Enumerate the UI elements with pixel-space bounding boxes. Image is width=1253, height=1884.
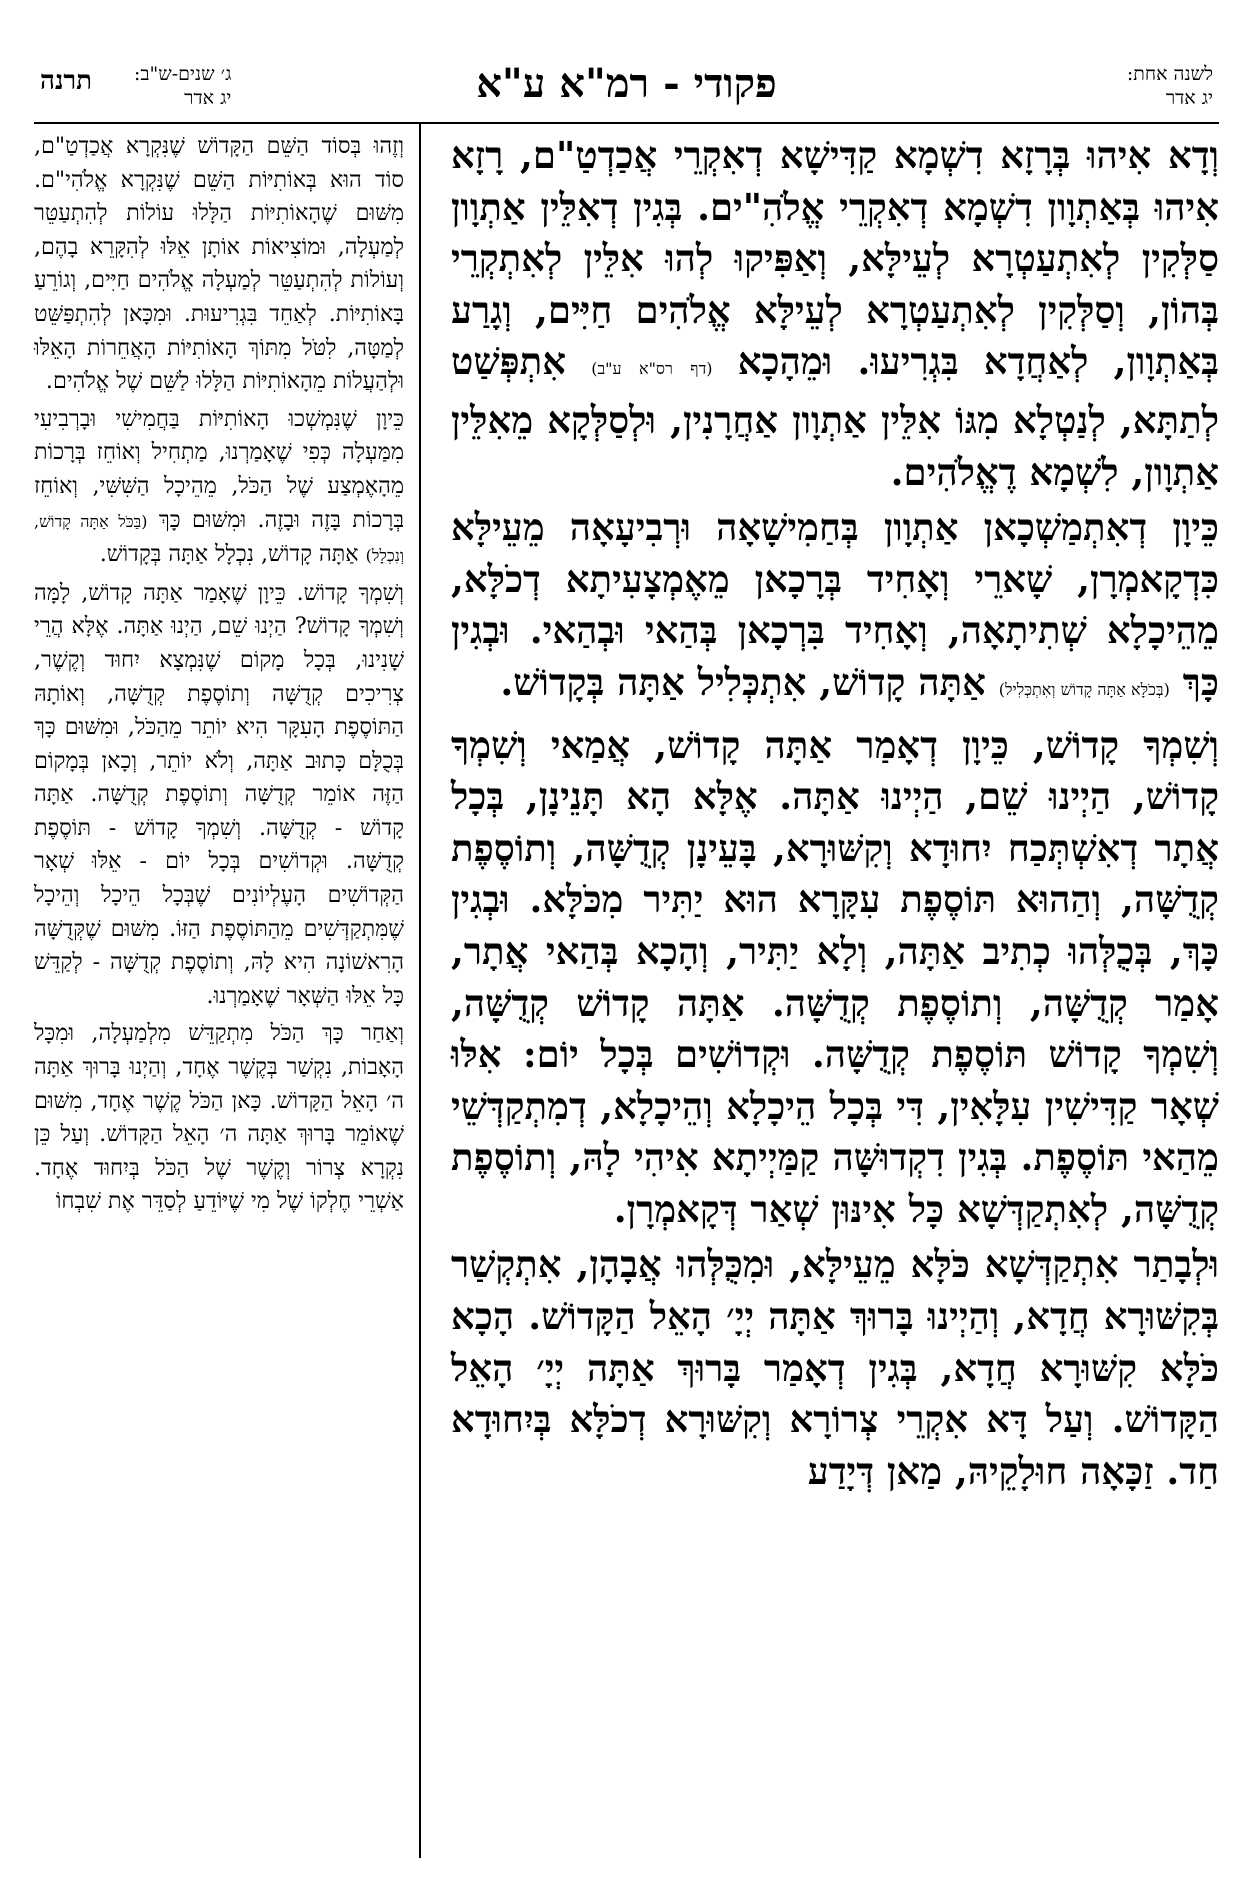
main-paragraph-2-note: (בְּכֹלָּא אַתָּה קָדוֹשׁ וְאִתְכְּלִיל) — [998, 679, 1170, 699]
column-divider — [419, 124, 421, 1858]
header-left-block — [134, 62, 231, 110]
side-paragraph-3: וְשִׁמְךָ קָדוֹשׁ. כֵּיוָן שֶׁאָמַר אַתָּה קָדוֹשׁ, לָמָּה וְשִׁמְךָ קָדוֹשׁ? הַיְנוּ שֵׁם, הַיְנוּ אַתָּה. אֶלָּא הֲרֵי שָׁנִינוּ, בְּכָל מָקוֹם שֶׁנִּמְצָא יִחוּד וְקֶשֶׁר, צְרִיכִים קְדֻשָּׁה וְתוֹסֶפֶת קְדֻשָּׁה, וְאוֹתָהּ הַתּוֹסֶפֶת הָעִקָּר הִיא יוֹתֵר מֵהַכֹּל, וּמִשּׁוּם כָּךְ בְּכֻלָּם כָּתוּב אַתָּה, וְלֹא יוֹתֵר, וְכָאן בְּמָקוֹם הַזֶּה אוֹמֵר קְדֻשָּׁה וְתוֹסֶפֶת קְדֻשָּׁה. אַתָּה קָדוֹשׁ - קְדֻשָּׁה. וְשִׁמְךָ קָדוֹשׁ - תּוֹסֶפֶת קְדֻשָּׁה. וּקְדוֹשִׁים בְּכָל יוֹם - אֵלּוּ שְׁאָר הַקְּדוֹשִׁים הָעֶלְיוֹנִים שֶׁבְּכָל הֵיכָל וְהֵיכָל שֶׁמִּתְקַדְּשִׁים מֵהַתּוֹסֶפֶת הַזּוֹ. מִשּׁוּם שֶׁקְּדֻשָּׁה הָרִאשׁוֹנָה הִיא לָהּ, וְתוֹסֶפֶת קְדֻשָּׁה - לְקַדֵּשׁ כָּל אֵלּוּ הַשְּׁאָר שֶׁאָמַרְנוּ. — [34, 579, 404, 1009]
document-page — [34, 58, 1219, 1858]
page-number: תרנה — [40, 66, 93, 96]
main-paragraph-3: וְשִׁמְךָ קָדוֹשׁ, כֵּיוָן דְאָמַר אַתָּה קָדוֹשׁ, אֲמַאי וְשִׁמְךָ קָדוֹשׁ, הַיְינוּ שֵׁם, הַיְינוּ אַתָּה. אֶלָּא הָא תָּנֵינָן, בְּכָל אֲתָר דְאִשְׁתְּכַח יִחוּדָא וְקִשּׁוּרָא, בָּעֵינָן קְדֻשָּׁה, וְתוֹסֶפֶת קְדֻשָּׁה, וְהַהוּא תּוֹסֶפֶת עִקָּרָא הוּא יַתִּיר מִכֹּלָּא. וּבְגִין כָּךְ, בְּכֻלְּהוּ כְתִיב אַתָּה, וְלָא יַתִּיר, וְהָכָא בְּהַאי אֲתָר, אָמַר קְדֻשָּׁה, וְתוֹסֶפֶת קְדֻשָּׁה. אַתָּה קָדוֹשׁ קְדֻשָּׁה, וְשִׁמְךָ קָדוֹשׁ תּוֹסֶפֶת קְדֻשָּׁה. וּקְדוֹשִׁים בְּכָל יוֹם: אִלּוּ שְׁאָר קַדִּישִׁין עִלָּאִין, דִּי בְּכָל הֵיכָלָא וְהֵיכָלָא, דְמִתְקַדְּשֵׁי מֵהַאי תּוֹסֶפֶת. בְּגִין דִקְדוּשָּׁה קַמַּיְיתָא אִיהִי לָהּ, וְתוֹסֶפֶת קְדֻשָּׁה, לְאִתְקַדְּשָׁא כָּל אִינּוּן שְׁאַר דְּקָאמְרָן. — [451, 722, 1219, 1231]
main-column — [451, 130, 1219, 1501]
main-paragraph-1-end: אִתְפְּשַׁט לְתַתָּא, לְנַטְלָא מִגּוֹ אִלֵּין אַתְוָון אַחֲרָנִין, וּלְסַלְּקָא מֵאִלֵּין אַתְוָון, לִשְׁמָא דֶאֱלֹהִים. — [451, 339, 1219, 494]
side-column — [34, 130, 404, 1223]
side-paragraph-4: וְאַחַר כָּךְ הַכֹּל מִתְקַדֵּשׁ מִלְמַעְלָה, וּמִכָּל הָאָבוֹת, נִקְשַׁר בְּקֶשֶׁר אֶחָד, וְהַיְנוּ בָּרוּךְ אַתָּה ה׳ הָאֵל הַקָּדוֹשׁ. כָּאן הַכֹּל קֶשֶׁר אֶחָד, מִשּׁוּם שֶׁאוֹמֵר בָּרוּךְ אַתָּה ה׳ הָאֵל הַקָּדוֹשׁ. וְעַל כֵּן נִקְרָא צְרוֹר וְקֶשֶׁר שֶׁל הַכֹּל בְּיִחוּד אֶחָד. אַשְׁרֵי חֶלְקוֹ שֶׁל מִי שֶׁיּוֹדֵעַ לְסַדֵּר אֶת שִׁבְחוֹ — [34, 1020, 404, 1215]
header-left-line2: יג אדר — [184, 87, 232, 109]
side-paragraph-2 — [34, 403, 404, 573]
side-paragraph-1: וְזֶהוּ בְּסוֹד הַשֵּׁם הַקָּדוֹשׁ שֶׁנִּקְרָא אֲכַדְטַ"ם, סוֹד הוּא בְּאוֹתִיּוֹת הַשֵּׁם שֶׁנִּקְרָא אֱלֹהִי"ם. מִשּׁוּם שֶׁהָאוֹתִיּוֹת הַלָּלוּ עוֹלוֹת לְהִתְעַטֵּר לְמַעְלָה, וּמוֹצִיאוֹת אוֹתָן אֵלּוּ לְהִקָּרֵא בָהֶם, וְעוֹלוֹת לְהִתְעַטֵּר לְמַעְלָה אֱלֹהִים חַיִּים, וְגוֹרֵעַ בָּאוֹתִיּוֹת. לְאַחֵד בִּגְרִיעוּת. וּמִכָּאן לְהִתְפַּשֵּׁט לְמַטָּה, לִטֹּל מִתּוֹךְ הָאוֹתִיּוֹת הָאֲחֵרוֹת הָאֵלּוּ וּלְהַעֲלוֹת מֵהָאוֹתִיּוֹת הַלָּלוּ לַשֵּׁם שֶׁל אֱלֹהִים. — [34, 133, 404, 395]
main-paragraph-2 — [451, 502, 1219, 715]
header-right-line2: יג אדר — [1165, 87, 1213, 109]
main-paragraph-2-text: כֵּיוָן דְאִתְמַשְׁכָאן אַתְוָון בְּחַמִישָׁאָה וּרְבִיעָאָה מֵעֵילָּא כִּדְקָאמְרָן, שָׁארֵי וְאָחִיד בְּרָכָאן מֵאֶמְצָעִיתָא דְכֹלָּא, מֵהֵיכָלָא שְׁתִיתָאָה, וְאָחִיד בִּרְכָאן בְּהַאי וּבְהַאי. וּבְגִין כָּךְ — [451, 505, 1219, 704]
main-paragraph-1 — [451, 130, 1219, 498]
main-page-reference: (דף רס"א ע"ב) — [591, 359, 713, 379]
main-paragraph-1-text: וְדָא אִיהוּ בְּרָזָא דִשְׁמָא קַדִּישָׁא דְאִקְרֵי אֲכַדְטַ"ם, רָזָא אִיהוּ בְּאַתְוָון דִשְׁמָא דְאִקְרֵי אֱלֹהִ"ים. בְּגִין דְאִלֵּין אַתְוָון סַלְּקִין לְאִתְעַטְרָא לְעֵילָּא, וְאַפִּיקוּ לְהוּ אִלֵּין לְאִתְקְרֵי בְּהוֹן, וְסַלְּקִין לְאִתְעַטְרָא לְעֵילָּא אֱלֹהִים חַיִּים, וְגָרַע בְּאַתְוָון, לְאַחֲדָא בִּגְרִיעוּ. וּמֵהָכָא — [451, 133, 1219, 384]
side-paragraph-2-end: אַתָּה קָדוֹשׁ, נִכְלָל אַתָּה בְּקָדוֹשׁ. — [99, 541, 359, 568]
side-paragraph-2-note: (בַּכֹּל אַתָּה קָדוֹשׁ, וְנִכְלָל) — [34, 511, 404, 566]
page-title: פקודי - רמ"א ע"א — [476, 60, 777, 107]
side-paragraph-2-text: כֵּיוָן שֶׁנִּמְשְׁכוּ הָאוֹתִיּוֹת בַּחֲמִישִׁי וּבָרְבִיעִי מִמַּעְלָה כְּפִי שֶׁאָמַרְנוּ, מַתְחִיל וְאוֹחֵז בְּרָכוֹת מֵהָאֶמְצַע שֶׁל הַכֹּל, מֵהֵיכָל הַשִּׁשִּׁי, וְאוֹחֵז בְּרָכוֹת בָּזֶה וּבָזֶה. וּמִשּׁוּם כָּךְ — [34, 405, 405, 533]
header-left-line1: ג׳ שנים-ש"ב: — [134, 63, 232, 85]
header-right-line1: לשנה אחת: — [1126, 63, 1213, 85]
main-paragraph-2-end: אַתָּה קָדוֹשׁ, אִתְכְּלִיל אַתָּה בְּקָדוֹשׁ. — [500, 659, 986, 704]
page-header — [34, 58, 1219, 120]
header-divider — [34, 122, 1219, 124]
main-paragraph-4: וּלְבָתַר אִתְקַדְּשָׁא כֹּלָּא מֵעֵילָּא, וּמִכֻּלְּהוּ אֲבָהָן, אִתְקְשַׁר בְּקִשּׁוּרָא חֲדָא, וְהַיְינוּ בָּרוּךְ אַתָּה יְיָ׳ הָאֵל הַקָּדוֹשׁ. הָכָא כֹּלָּא קִשּׁוּרָא חֲדָא, בְּגִין דְאָמַר בָּרוּךְ אַתָּה יְיָ׳ הָאֵל הַקָּדוֹשׁ. וְעַל דָּא אִקְרֵי צְרוֹרָא וְקִשּׁוּרָא דְכֹלָּא בְּיִחוּדָא חַד. זַכָּאָה חוּלָקֵיהּ, מַאן דְּיָדַע — [451, 1242, 1219, 1493]
